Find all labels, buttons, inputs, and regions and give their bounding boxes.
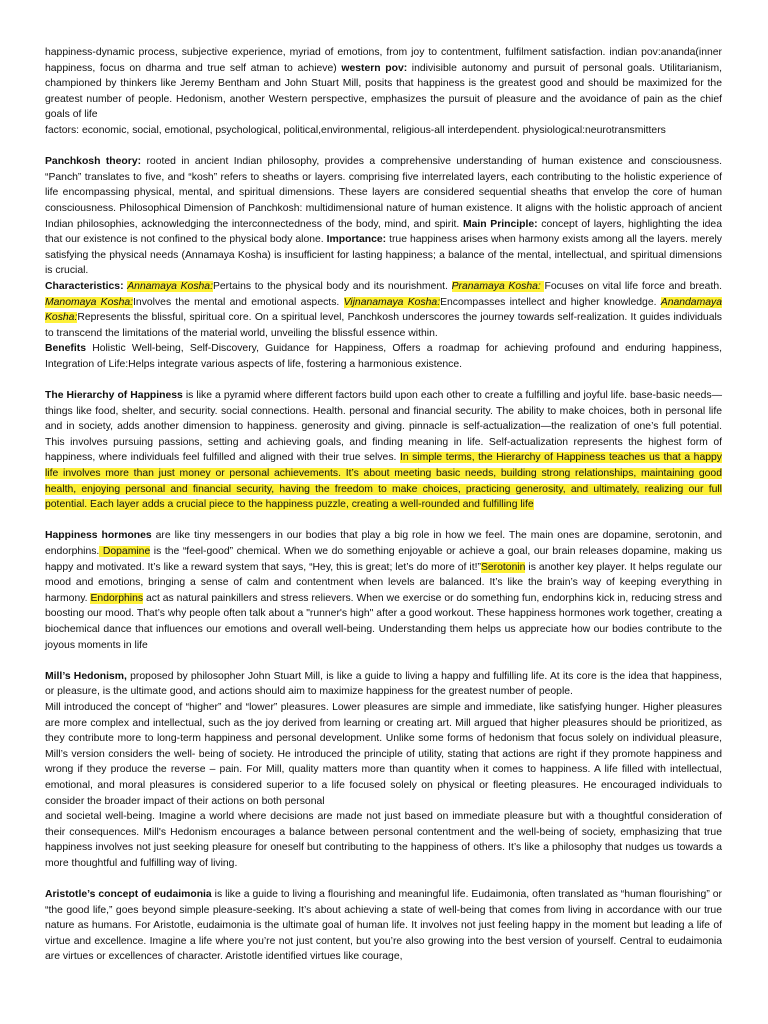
vijnanamaya-text: Encompasses intellect and higher knowledge. [440, 296, 661, 308]
pranamaya-text: Focuses on vital life force and breath. [544, 280, 722, 292]
mill-paragraph-3: and societal well-being. Imagine a world where decisions are made not just based on immediate pleasure but with a thoughtful consideration of their consequences. Mill's Hedonism encourages a balance between personal contentment and the well-being of society, emphasizing that true happiness involves not just seeking pleasure for oneself but contributing to the happiness of others. It’s like a philosophy that nudges us towards a more thoughtful and fulfilling way of living. [45, 811, 722, 869]
annamaya-kosha-highlight: Annamaya Kosha: [127, 280, 213, 292]
hormones-text-4: act as natural painkillers and stress relievers. When we exercise or do something fun, endorphins kick in, reducing stress and boosting our mood. That’s why people often talk about a "runner's high" after a good workout. These happiness hormones work together, creating a biochemical dance that influences our emotions and overall well-being. Understanding them helps us appreciate how our bodies contribute to the joyous moments in life [45, 592, 722, 651]
hierarchy-paragraph [45, 388, 722, 513]
factors-line: factors: economic, social, emotional, psychological, political,environmental, religious-all interdependent. physiological:neurotransmitters [45, 124, 666, 136]
panchkosh-text-2: concept of layers, highlighting the idea that our existence is not confined to the physical body alone. [45, 218, 722, 246]
hormones-text-1: are like tiny messengers in our bodies that play a big role in how we feel. The main ones are dopamine, serotonin, and endorphins. [45, 530, 722, 557]
main-principle-label: Main Principle: [462, 218, 538, 230]
benefits-label: Benefits [45, 343, 86, 355]
aristotle-title: Aristotle’s concept of eudaimonia [45, 889, 212, 901]
serotonin-highlight: Serotonin [480, 561, 526, 573]
panchkosh-text-1: rooted in ancient Indian philosophy, provides a comprehensive understanding of human existence and consciousness. “Panch” translates to five, and “kosh” refers to sheaths or layers. comprising five interrelated layers, each contributing to the holistic experience of life encompassing physical, mental, and spiritual dimensions. These layers are considered sequential sheaths that envelop the core of human consciousness. Philosophical Dimension of Panchkosh: multidimensional nature of human existence. It aligns with the holistic approach of ancient Indian philosophies, acknowledging the interconnectedness of the body, mind, and spirit. [45, 156, 722, 230]
benefits-paragraph [45, 341, 722, 372]
hormones-paragraph [45, 528, 722, 653]
hierarchy-highlight: In simple terms, the Hierarchy of Happiness teaches us that a happy life involves more than just money or personal achievements. It’s about meeting basic needs, building strong relationships, maintaining good health, enjoying personal and financial security, having the freedom to make choices, practicing generosity, and ultimately, realizing our full potential. Each layer adds a crucial piece to the happiness puzzle, creating a well-rounded and fulfilling life [45, 452, 722, 511]
hormones-text-2: is the “feel-good” chemical. When we do something enjoyable or achieve a goal, our brain releases dopamine, making us happy and motivated. It’s like a reward system that says, “Hey, this is great; let’s do more of it!” [45, 546, 722, 573]
vijnanamaya-kosha-highlight: Vijnanamaya Kosha: [343, 296, 441, 308]
annamaya-text: Pertains to the physical body and its nourishment. [212, 280, 452, 292]
characteristics-paragraph [45, 279, 722, 341]
mill-paragraph-2: Mill introduced the concept of “higher” and “lower” pleasures. Lower pleasures are simple and immediate, like satisfying hunger. Higher pleasures are more complex and intellectual, such as the joy derived from learning or creating art. Mill argued that higher pleasures should be prioritized, as they contribute more to long-term happiness and personal development. Unlike some forms of hedonism that focus solely on individual pleasure, Mill’s version considers the well- being of society. He introduced the principle of utility, stating that actions are right if they promote happiness and wrong if they produce the reverse – pain. For Mill, quality matters more than quantity when it comes to happiness. A life filled with intellectual, emotional, and moral pleasures is considered superior to a life focused solely on physical or fleeting pleasures. He encouraged individuals to consider the broader impact of their actions on both personal [45, 701, 722, 807]
hormones-text-3: is another key player. It helps regulate our mood and emotions, bringing a sense of calm and contentment when levels are balanced. It’s like the brain’s way of keeping everything in harmony. [45, 561, 723, 604]
benefits-text: Holistic Well-being, Self-Discovery, Guidance for Happiness, Offers a roadmap for achieving profound and enduring happiness, Integration of Life:Helps integrate various aspects of life, fostering a harmonious existence. [45, 343, 722, 370]
importance-label: Importance: [326, 234, 387, 246]
intro-paragraph [45, 45, 722, 123]
pranamaya-kosha-highlight: Pranamaya Kosha: [451, 280, 545, 292]
western-pov-label: western pov: [341, 62, 408, 74]
anandamaya-text: Represents the blissful, spiritual core. On a spiritual level, Panchkosh underscores the journey towards self-realization. It guides individuals to transcend the limitations of the material world, unveiling the blissful essence within. [45, 312, 722, 339]
panchkosh-text-3: true happiness arises when harmony exists among all the layers. merely satisfying the physical needs (Annamaya Kosha) is insufficient for lasting happiness; a balance of the mental, intellectual, and spiritual dimensions is crucial. [45, 234, 722, 277]
characteristics-label: Characteristics: [45, 280, 124, 292]
panchkosh-paragraph [45, 154, 722, 279]
anandamaya-kosha-highlight: Anandamaya Kosha: [45, 296, 722, 324]
endorphins-highlight: Endorphins [90, 592, 144, 604]
hormones-title: Happiness hormones [45, 530, 152, 542]
aristotle-text: is like a guide to living a flourishing and meaningful life. Eudaimonia, often translated as “human flourishing” or “the good life,” goes beyond simple pleasure-seeking. It’s about achieving a state of well-being that comes from living in accordance with our true nature as humans. For Aristotle, eudaimonia is the ultimate goal of human life. It involves not just feeling happy in the moment but leading a life of virtue and excellence. Imagine a life where you’re not just content, but you’re also growing into the best version of yourself. Central to eudaimonia are virtues or excellences of character. Aristotle identified virtues like courage, [45, 889, 723, 963]
manomaya-text: Involves the mental and emotional aspects. [133, 296, 344, 308]
hierarchy-title: The Hierarchy of Happiness [45, 390, 183, 402]
intro-text-2: indivisible autonomy and pursuit of personal goals. Utilitarianism, championed by thinkers like Jeremy Bentham and John Stuart Mill, posits that happiness is the greatest good and should be maximized for the greatest number of people. Hedonism, another Western perspective, emphasizes the pursuit of pleasure and the avoidance of pain as the chief goals of life [45, 62, 722, 121]
dopamine-highlight: Dopamine [99, 546, 151, 557]
aristotle-paragraph [45, 887, 722, 965]
intro-text-1: happiness-dynamic process, subjective experience, myriad of emotions, from joy to contentment, fulfilment satisfaction. indian pov:ananda(inner happiness, focus on dharma and true self atman to achieve) [45, 47, 722, 74]
panchkosh-title: Panchkosh theory: [45, 156, 142, 168]
mill-paragraph [45, 669, 722, 700]
manomaya-kosha-highlight: Manomaya Kosha: [45, 296, 134, 308]
hierarchy-text: is like a pyramid where different factors build upon each other to create a fulfilling and joyful life. base-basic needs—things like food, shelter, and security. social connections. Health. personal and financial security. The ability to make choices, both in personal life and in society, adds another dimension to happiness. generosity and giving. pinnacle is self-actualization—the realization of one’s full potential. This involves pursuing passions, setting and achieving goals, and finding meaning in life. Self-actualization represents the highest form of happiness, where individuals feel fulfilled and aligned with their true selves. [45, 390, 722, 464]
mill-title: Mill’s Hedonism, [45, 670, 127, 682]
mill-text-1: proposed by philosopher John Stuart Mill, is like a guide to living a happy and fulfilling life. At its core is the idea that happiness, or pleasure, is the ultimate good, and actions should aim to maximize happiness for the greatest number of people. [45, 670, 722, 698]
